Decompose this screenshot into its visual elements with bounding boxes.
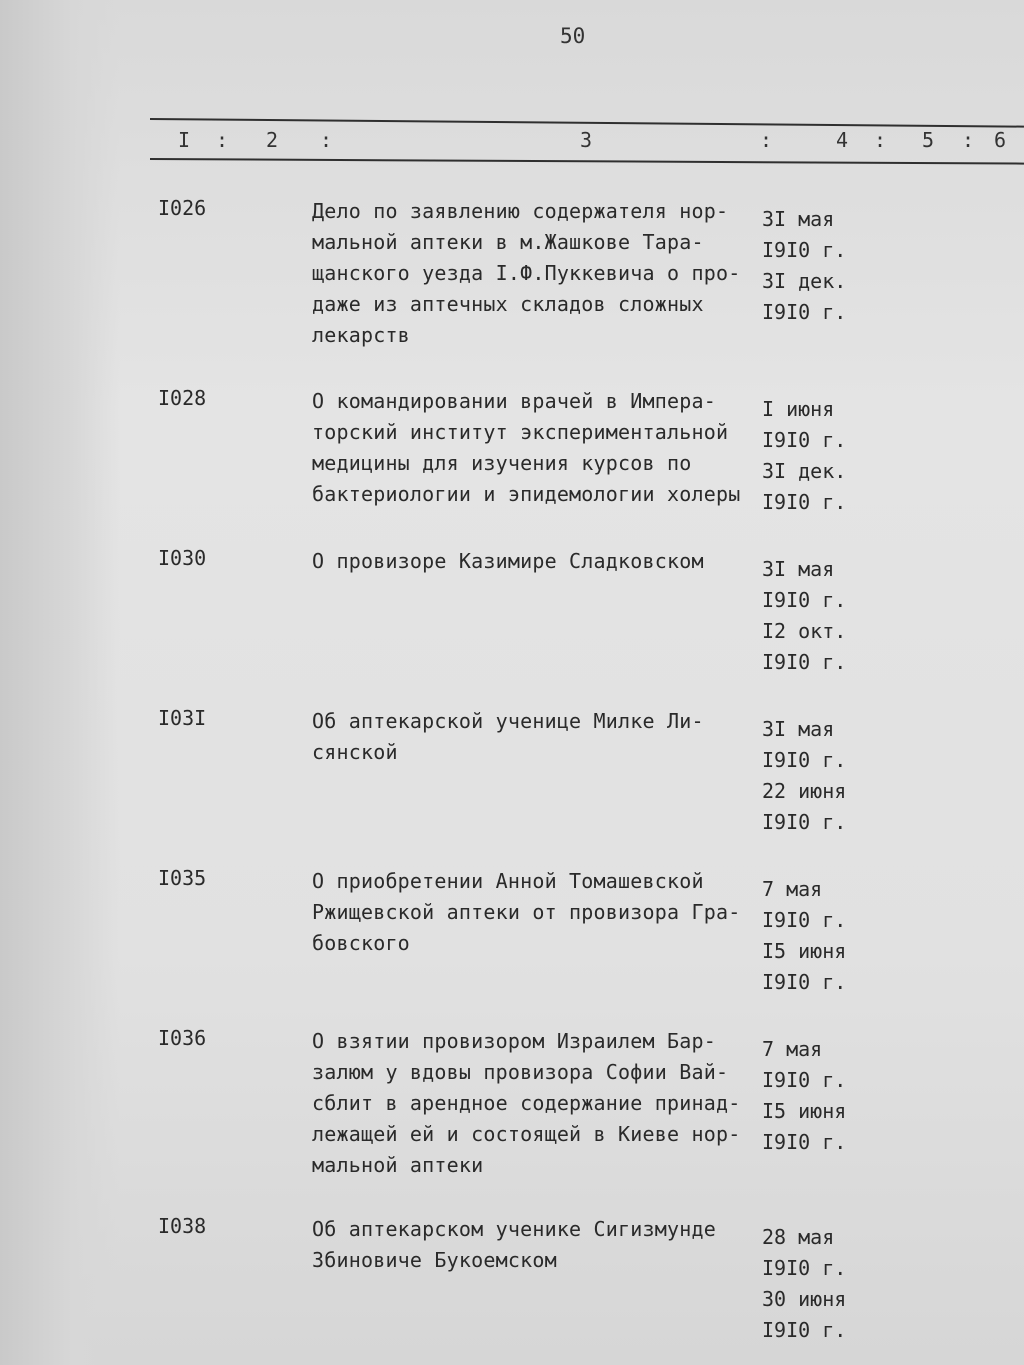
case-dates: [762, 554, 882, 678]
date-line: I9I0 г.: [762, 428, 847, 452]
date-line: I9I0 г.: [762, 970, 847, 994]
description-line: бактериологии и эпидемологии холеры: [312, 482, 741, 506]
description-line: Дело по заявлению содержателя нор-: [312, 199, 729, 223]
case-description: [312, 1026, 782, 1181]
column-separator: :: [962, 128, 975, 152]
case-description: [312, 706, 782, 768]
date-line: 3I мая: [762, 557, 835, 581]
case-description: [312, 546, 782, 577]
column-header-2: 2: [266, 128, 279, 152]
description-line: даже из аптечных складов сложных: [312, 292, 704, 316]
date-line: 7 мая: [762, 1037, 823, 1061]
date-line: I9I0 г.: [762, 1318, 847, 1342]
description-line: сблит в арендное содержание принад-: [312, 1091, 741, 1115]
column-separator: :: [760, 128, 773, 152]
case-dates: [762, 204, 882, 328]
column-header-6: 6: [994, 128, 1007, 152]
description-line: торский институт экспериментальной: [312, 420, 729, 444]
case-description: [312, 386, 782, 510]
description-line: О взятии провизором Израилем Бар-: [312, 1029, 716, 1053]
description-line: бовского: [312, 931, 410, 955]
date-line: I9I0 г.: [762, 300, 847, 324]
case-dates: [762, 1222, 882, 1346]
date-line: I9I0 г.: [762, 650, 847, 674]
description-line: Збиновиче Букоемском: [312, 1248, 557, 1272]
column-header-1: I: [178, 128, 191, 152]
date-line: 3I мая: [762, 207, 835, 231]
table-bottom-rule: [150, 158, 1024, 165]
date-line: 3I дек.: [762, 269, 847, 293]
date-line: 3I дек.: [762, 459, 847, 483]
column-header-4: 4: [836, 128, 849, 152]
case-description: [312, 1214, 782, 1276]
date-line: I9I0 г.: [762, 588, 847, 612]
date-line: 3I мая: [762, 717, 835, 741]
date-line: I9I0 г.: [762, 1256, 847, 1280]
date-line: I июня: [762, 397, 835, 421]
description-line: сянской: [312, 740, 398, 764]
date-line: 28 мая: [762, 1225, 835, 1249]
case-dates: [762, 874, 882, 998]
description-line: медицины для изучения курсов по: [312, 451, 692, 475]
case-dates: [762, 1034, 882, 1158]
description-line: О приобретении Анной Томашевской: [312, 869, 704, 893]
description-line: Об аптекарском ученике Сигизмунде: [312, 1217, 716, 1241]
column-separator: :: [874, 128, 887, 152]
case-number: I035: [158, 866, 207, 890]
description-line: О командировании врачей в Импера-: [312, 389, 716, 413]
page-fold-shadow: [0, 0, 120, 1365]
date-line: I9I0 г.: [762, 908, 847, 932]
case-dates: [762, 394, 882, 518]
page-number: 50: [560, 24, 586, 48]
date-line: 7 мая: [762, 877, 823, 901]
column-separator: :: [320, 128, 333, 152]
date-line: 22 июня: [762, 779, 847, 803]
date-line: 30 июня: [762, 1287, 847, 1311]
case-description: [312, 196, 782, 351]
case-number: I036: [158, 1026, 207, 1050]
date-line: I9I0 г.: [762, 490, 847, 514]
table-top-rule: [150, 118, 1024, 128]
date-line: I9I0 г.: [762, 1130, 847, 1154]
case-dates: [762, 714, 882, 838]
date-line: I9I0 г.: [762, 238, 847, 262]
column-header-3: 3: [580, 128, 593, 152]
case-description: [312, 866, 782, 959]
description-line: щанского уезда I.Ф.Пуккевича о про-: [312, 261, 741, 285]
description-line: мальной аптеки в м.Жашкове Тара-: [312, 230, 704, 254]
column-separator: :: [216, 128, 229, 152]
date-line: I5 июня: [762, 939, 847, 963]
date-line: I2 окт.: [762, 619, 847, 643]
description-line: О провизоре Казимире Сладковском: [312, 549, 704, 573]
case-number: I030: [158, 546, 207, 570]
case-number: I03I: [158, 706, 207, 730]
date-line: I5 июня: [762, 1099, 847, 1123]
description-line: Об аптекарской ученице Милке Ли-: [312, 709, 704, 733]
description-line: залюм у вдовы провизора Софии Вай-: [312, 1060, 729, 1084]
case-number: I038: [158, 1214, 207, 1238]
column-header-5: 5: [922, 128, 935, 152]
date-line: I9I0 г.: [762, 748, 847, 772]
description-line: лежащей ей и состоящей в Киеве нор-: [312, 1122, 741, 1146]
description-line: мальной аптеки: [312, 1153, 484, 1177]
date-line: I9I0 г.: [762, 810, 847, 834]
description-line: Ржищевской аптеки от провизора Гра-: [312, 900, 741, 924]
date-line: I9I0 г.: [762, 1068, 847, 1092]
case-number: I028: [158, 386, 207, 410]
description-line: лекарств: [312, 323, 410, 347]
case-number: I026: [158, 196, 207, 220]
